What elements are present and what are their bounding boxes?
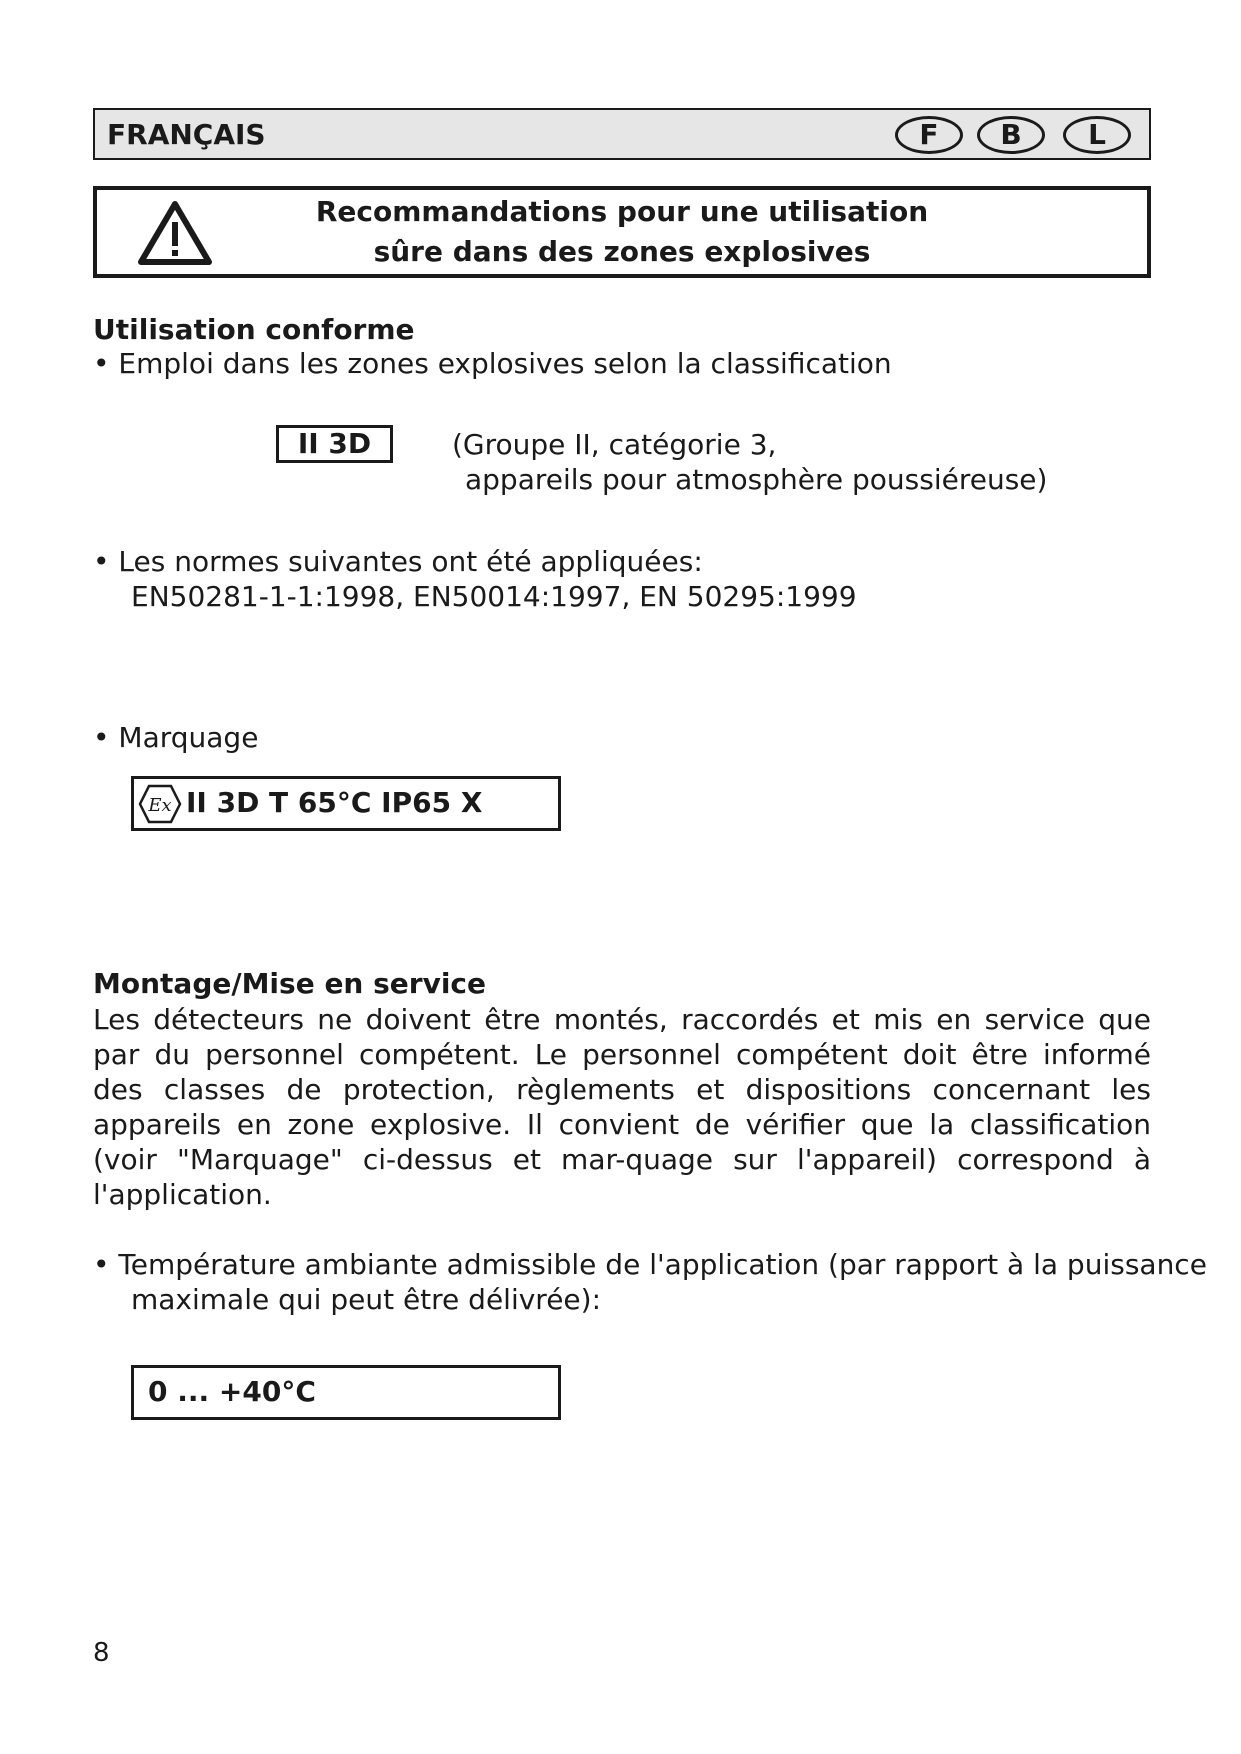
- temperature-box: [131, 1365, 561, 1420]
- bullet-marquage: • Marquage: [93, 721, 259, 754]
- ex-hexagon-icon: [138, 784, 182, 824]
- language-header-bar: [93, 108, 1151, 160]
- section-title-montage: Montage/Mise en service: [93, 967, 487, 1000]
- classification-desc-line1: (Groupe II, catégorie 3,: [452, 428, 777, 461]
- marking-box: [131, 776, 561, 831]
- marking-text: II 3D T 65°C IP65 X: [186, 786, 483, 819]
- page-number: 8: [93, 1638, 110, 1668]
- montage-paragraph: Les détecteurs ne doivent être montés, raccordés et mis en service que par du personnel compétent. Le personnel compétent doit être informé des classes de protection, règlements et dispositions concernant les appareils en zone explosive. Il convient de vérifier que la classification (voir "Marquage" ci-dessus et mar-quage sur l'appareil) correspond à l'application.: [93, 1003, 1151, 1211]
- temperature-desc-line2: maximale qui peut être délivrée):: [131, 1283, 602, 1316]
- safety-warning-box: [93, 186, 1151, 278]
- section-title-utilisation: Utilisation conforme: [93, 313, 415, 346]
- classification-box: [276, 425, 393, 463]
- language-label: FRANÇAIS: [107, 118, 266, 151]
- warning-title-line1: Recommandations pour une utilisation: [315, 195, 929, 228]
- country-code-f: F: [895, 116, 963, 154]
- classification-code: II 3D: [297, 427, 372, 460]
- normes-list: EN50281-1-1:1998, EN50014:1997, EN 50295:1999: [131, 580, 857, 613]
- warning-title-line2: sûre dans des zones explosives: [373, 235, 871, 268]
- country-code-l: L: [1063, 116, 1131, 154]
- country-code-b: B: [977, 116, 1045, 154]
- ex-symbol-text: Ex: [148, 795, 172, 816]
- classification-desc-line2: appareils pour atmosphère poussiéreuse): [465, 463, 1048, 496]
- bullet-emploi: • Emploi dans les zones explosives selon la classification: [93, 347, 892, 380]
- bullet-temperature: • Température ambiante admissible de l'application (par rapport à la puissance: [93, 1248, 1207, 1281]
- temperature-range: 0 ... +40°C: [148, 1375, 316, 1408]
- bullet-normes: • Les normes suivantes ont été appliquées:: [93, 545, 703, 578]
